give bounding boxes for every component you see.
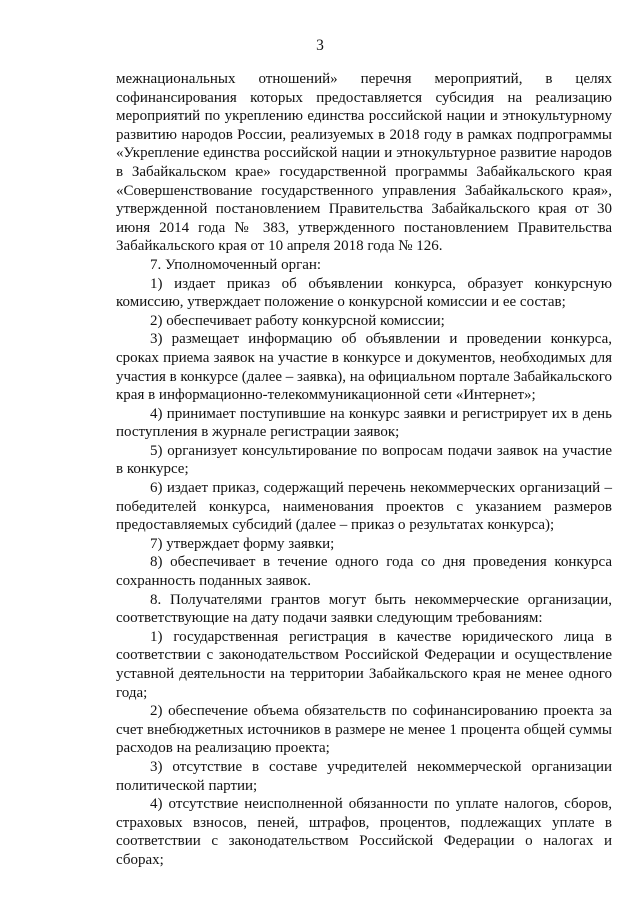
paragraph: 4) принимает поступившие на конкурс заявки и регистрирует их в день поступления в журнале регистрации заявок; bbox=[116, 405, 612, 441]
document-body bbox=[116, 70, 612, 870]
paragraph: межнациональных отношений» перечня мероприятий, в целях софинансирования которых предоставляется субсидия на реализацию мероприятий по укреплению единства российской нации и этнокультурному развитию народов России, реализуемых в 2018 году в рамках подпрограммы «Укрепление единства российской нации и этнокультурное развитие народов в Забайкальском крае» государственной программы Забайкальского края «Совершенствование государственного управления Забайкальского края», утвержденной постановлением Правительства Забайкальского края от 30 июня 2014 года № 383, утвержденного постановлением Правительства Забайкальского края от 10 апреля 2018 года № 126. bbox=[116, 71, 612, 255]
page-number: 3 bbox=[316, 37, 324, 54]
paragraph: 6) издает приказ, содержащий перечень некоммерческих организаций – победителей конкурса, наименования проектов с указанием размеров предоставляемых субсидий (далее – приказ о результатах конкурса); bbox=[116, 480, 612, 534]
paragraph: 8. Получателями грантов могут быть некоммерческие организации, соответствующие на дату подачи заявки следующим требованиям: bbox=[116, 591, 612, 627]
paragraph: 7) утверждает форму заявки; bbox=[150, 535, 335, 552]
paragraph: 7. Уполномоченный орган: bbox=[150, 256, 322, 273]
paragraph: 1) издает приказ об объявлении конкурса, образует конкурсную комиссию, утверждает положение о конкурсной комиссии и ее состав; bbox=[116, 275, 612, 311]
paragraph: 3) отсутствие в составе учредителей некоммерческой организации политической партии; bbox=[116, 758, 612, 794]
paragraph: 8) обеспечивает в течение одного года со дня проведения конкурса сохранность поданных заявок. bbox=[116, 554, 612, 590]
paragraph: 2) обеспечивает работу конкурсной комиссии; bbox=[150, 312, 445, 329]
paragraph: 4) отсутствие неисполненной обязанности по уплате налогов, сборов, страховых взносов, пеней, штрафов, процентов, подлежащих уплате в соответствии с законодательством Российской Федерации о налогах и сборах; bbox=[116, 796, 612, 868]
paragraph: 1) государственная регистрация в качестве юридического лица в соответствии с законодательством Российской Федерации и осуществление уставной деятельности на территории Забайкальского края не менее одного года; bbox=[116, 628, 612, 701]
paragraph: 3) размещает информацию об объявлении и проведении конкурса, сроках приема заявок на участие в конкурсе и документов, необходимых для участия в конкурсе (далее – заявка), на официальном портале Забайкальского края в информационно-телекоммуникационной сети «Интернет»; bbox=[116, 331, 613, 404]
paragraph: 2) обеспечение объема обязательств по софинансированию проекта за счет внебюджетных источников в размере не менее 1 процента общей суммы расходов на реализацию проекта; bbox=[116, 703, 612, 757]
paragraph: 5) организует консультирование по вопросам подачи заявок на участие в конкурсе; bbox=[116, 442, 612, 478]
